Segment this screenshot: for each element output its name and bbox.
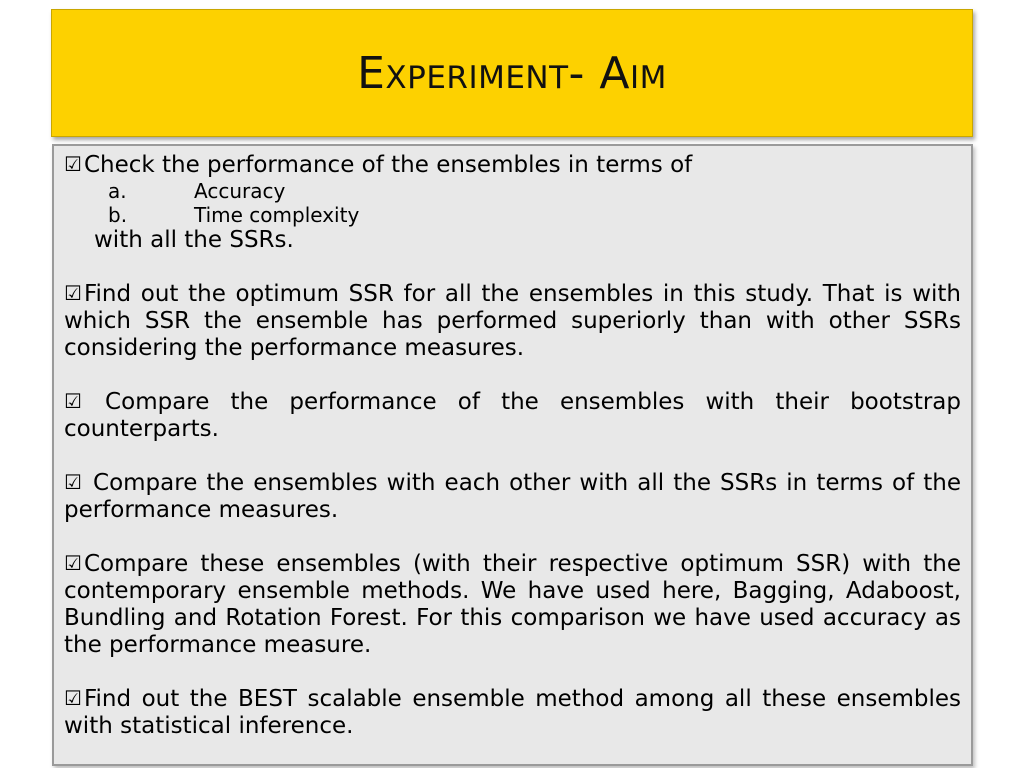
- bullet-text: Compare the ensembles with each other with all the SSRs in terms of the performance measures.: [64, 470, 961, 523]
- bullet-compare-bootstrap: [64, 389, 961, 443]
- bullet-compare-contemporary: [64, 551, 961, 659]
- content-box: [52, 144, 973, 766]
- bullet-optimum-ssr: [64, 281, 961, 362]
- sub-list: [64, 179, 961, 227]
- checkbox-icon: ☑: [64, 281, 82, 305]
- checkbox-icon: ☑: [64, 551, 82, 575]
- checkbox-icon: ☑: [64, 152, 82, 176]
- bullet-check-performance: [64, 152, 961, 254]
- title-banner: [51, 9, 973, 137]
- bullet-text: Compare these ensembles (with their respective optimum SSR) with the contemporary ensemble methods. We have used here, Bagging, Adaboost, Bundling and Rotation Forest. For this comparison we have used accuracy as the performance measure.: [64, 551, 961, 658]
- sub-item-accuracy: [64, 179, 961, 203]
- bullet-best-scalable: [64, 686, 961, 740]
- checkbox-icon: ☑: [64, 389, 82, 413]
- sub-item-time-complexity: [64, 203, 961, 227]
- checkbox-icon: ☑: [64, 470, 82, 494]
- checkbox-icon: ☑: [64, 686, 82, 710]
- sub-item-marker: a.: [108, 179, 127, 203]
- bullet-line: [64, 152, 961, 179]
- bullet-continuation: with all the SSRs.: [94, 227, 294, 253]
- bullet-text: Find out the BEST scalable ensemble method among all these ensembles with statistical inference.: [64, 686, 961, 739]
- sub-item-text: Accuracy: [194, 179, 286, 203]
- slide-title: Experiment- Aim: [357, 47, 667, 99]
- bullet-text: Find out the optimum SSR for all the ensembles in this study. That is with which SSR the ensemble has performed superiorly than with other SSRs considering the performance measures.: [64, 281, 961, 361]
- sub-item-marker: b.: [108, 203, 128, 227]
- bullet-compare-each-other: [64, 470, 961, 524]
- sub-item-text: Time complexity: [194, 203, 360, 227]
- bullet-text: Compare the performance of the ensembles with their bootstrap counterparts.: [64, 389, 961, 442]
- bullet-text: Check the performance of the ensembles in terms of: [83, 152, 693, 178]
